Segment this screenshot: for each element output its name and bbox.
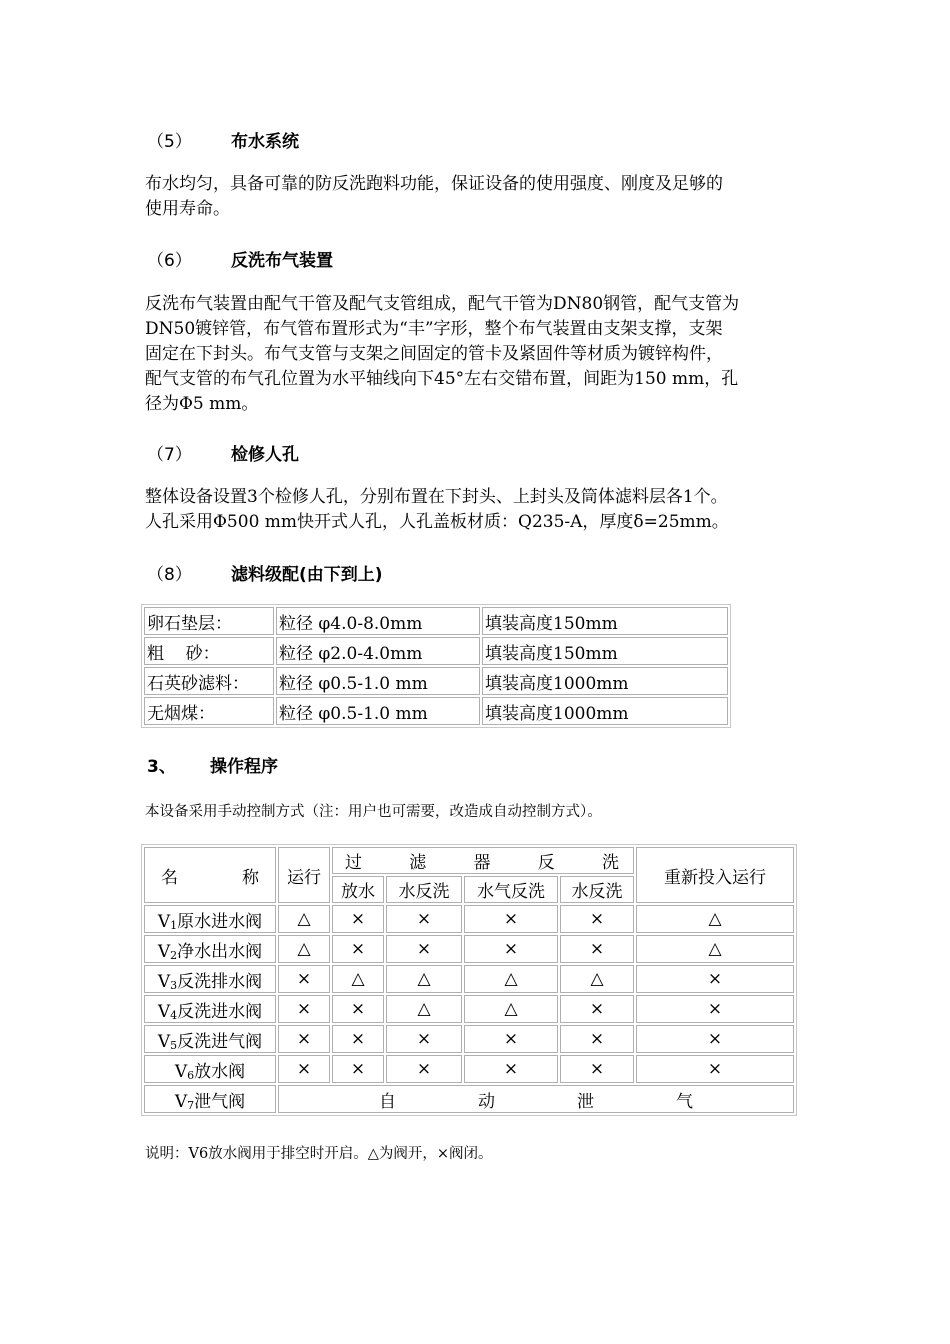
header-air-water-backwash: 水气反洗 xyxy=(464,876,558,903)
status-cell: × xyxy=(332,935,384,963)
text-line: 人孔采用Φ500 mm快开式人孔，人孔盖板材质：Q235-A，厚度δ=25mm。 xyxy=(145,512,729,532)
status-cell: × xyxy=(560,905,634,933)
section-title: 布水系统 xyxy=(231,132,299,152)
status-cell: × xyxy=(636,965,794,993)
status-cell: × xyxy=(560,1055,634,1083)
status-cell: △ xyxy=(332,965,384,993)
status-cell: △ xyxy=(386,995,462,1023)
text-line: DN50镀锌管，布气管布置形式为“丰”字形，整个布气装置由支架支撑，支架 xyxy=(145,319,723,339)
table-cell: 无烟煤： xyxy=(144,697,274,725)
auto-vent-cell xyxy=(278,1085,794,1113)
status-cell: × xyxy=(386,905,462,933)
status-cell: × xyxy=(560,995,634,1023)
status-cell: △ xyxy=(464,995,558,1023)
valve-letter: V xyxy=(174,1091,188,1112)
valve-subscript: 3 xyxy=(170,978,178,992)
header-text: 名 xyxy=(161,867,178,888)
valve-name: 反洗进水阀 xyxy=(177,1001,263,1022)
table-cell: 填装高度150mm xyxy=(482,607,728,635)
table-row xyxy=(144,1085,794,1113)
valve-letter: V xyxy=(157,971,171,992)
section-title: 检修人孔 xyxy=(231,445,299,465)
valve-letter: V xyxy=(157,1031,171,1052)
text-line: 固定在下封头。布气支管与支架之间固定的管卡及紧固件等材质为镀锌构件， xyxy=(145,344,723,364)
header-water-backwash-2: 水反洗 xyxy=(560,876,634,903)
header-restart: 重新投入运行 xyxy=(636,847,794,903)
valve-name: 反洗进气阀 xyxy=(177,1031,263,1052)
status-cell: × xyxy=(636,1055,794,1083)
table-cell: 石英砂滤料： xyxy=(144,667,274,695)
header-text: 反 xyxy=(537,853,555,873)
valve-name-cell xyxy=(144,1055,276,1083)
paragraph-water-distribution xyxy=(145,172,815,222)
status-cell: × xyxy=(636,1025,794,1053)
status-cell: × xyxy=(464,1025,558,1053)
status-cell: × xyxy=(332,1025,384,1053)
section-heading-3 xyxy=(147,752,278,777)
valve-subscript: 5 xyxy=(170,1038,178,1052)
status-cell: × xyxy=(636,995,794,1023)
valve-name: 泄气阀 xyxy=(194,1091,246,1112)
text-line: 布水均匀，具备可靠的防反洗跑料功能，保证设备的使用强度、刚度及足够的 xyxy=(145,174,723,194)
status-cell: × xyxy=(464,1055,558,1083)
table-cell: 粒径 φ0.5-1.0 mm xyxy=(276,697,480,725)
table-row xyxy=(144,1025,794,1053)
status-cell: △ xyxy=(560,965,634,993)
auto-text: 泄 xyxy=(577,1091,594,1112)
header-text: 过 xyxy=(345,853,362,873)
valve-letter: V xyxy=(157,1001,171,1022)
valve-name-cell xyxy=(144,965,276,993)
status-cell: × xyxy=(332,995,384,1023)
table-row xyxy=(144,905,794,933)
status-cell: × xyxy=(560,935,634,963)
table-header-row xyxy=(144,847,794,874)
valve-name-cell xyxy=(144,995,276,1023)
status-cell: × xyxy=(278,965,330,993)
status-cell: × xyxy=(464,905,558,933)
valve-name-cell xyxy=(144,1085,276,1113)
table-row xyxy=(144,965,794,993)
auto-text: 气 xyxy=(676,1091,693,1112)
status-cell: × xyxy=(278,1055,330,1083)
table-cell: 填装高度1000mm xyxy=(482,697,728,725)
status-cell: × xyxy=(386,1055,462,1083)
text-line: 配气支管的布气孔位置为水平轴线向下45°左右交错布置，间距为150 mm，孔 xyxy=(145,369,739,389)
valve-name-cell xyxy=(144,1025,276,1053)
status-cell: △ xyxy=(636,935,794,963)
text-line: 整体设备设置3个检修人孔，分别布置在下封头、上封头及筒体滤料层各1个。 xyxy=(145,487,728,507)
auto-text: 自 xyxy=(379,1091,396,1112)
section-number: （7） xyxy=(147,445,192,465)
valve-letter: V xyxy=(157,911,171,932)
table-row xyxy=(144,697,728,725)
table-cell: 填装高度1000mm xyxy=(482,667,728,695)
text-line: 径为Φ5 mm。 xyxy=(145,394,259,414)
filter-media-table xyxy=(141,604,731,728)
operation-table xyxy=(141,844,797,1116)
valve-subscript: 4 xyxy=(170,1008,178,1022)
table-row xyxy=(144,637,728,665)
table-note: 说明：V6放水阀用于排空时开启。△为阀开，×阀闭。 xyxy=(145,1146,493,1162)
status-cell: △ xyxy=(636,905,794,933)
status-cell: × xyxy=(386,935,462,963)
header-text: 滤 xyxy=(409,853,427,873)
section-title: 滤料级配(由下到上) xyxy=(231,565,383,585)
section-title: 反洗布气装置 xyxy=(231,251,333,271)
valve-name-cell xyxy=(144,905,276,933)
valve-subscript: 1 xyxy=(170,918,178,932)
table-row xyxy=(144,935,794,963)
header-water-backwash: 水反洗 xyxy=(386,876,462,903)
status-cell: × xyxy=(560,1025,634,1053)
header-text: 器 xyxy=(473,853,491,873)
table-cell: 粒径 φ4.0-8.0mm xyxy=(276,607,480,635)
valve-name: 净水出水阀 xyxy=(177,941,263,962)
header-run: 运行 xyxy=(278,847,330,903)
table-cell: 卵石垫层： xyxy=(144,607,274,635)
valve-subscript: 7 xyxy=(187,1098,195,1112)
status-cell: × xyxy=(464,935,558,963)
header-backwash xyxy=(332,847,634,874)
operation-intro: 本设备采用手动控制方式（注：用户也可需要，改造成自动控制方式）。 xyxy=(145,804,602,820)
header-text: 称 xyxy=(242,867,259,888)
status-cell: × xyxy=(278,995,330,1023)
table-cell: 填装高度150mm xyxy=(482,637,728,665)
valve-name: 放水阀 xyxy=(194,1061,246,1082)
status-cell: △ xyxy=(464,965,558,993)
table-row xyxy=(144,607,728,635)
section-number: （6） xyxy=(147,251,192,271)
section-heading-8 xyxy=(147,560,383,585)
valve-name: 原水进水阀 xyxy=(177,911,263,932)
auto-text: 动 xyxy=(478,1091,495,1112)
status-cell: × xyxy=(332,905,384,933)
text-line: 反洗布气装置由配气干管及配气支管组成，配气干管为DN80钢管，配气支管为 xyxy=(145,294,740,314)
table-row xyxy=(144,1055,794,1083)
valve-name: 反洗排水阀 xyxy=(177,971,263,992)
table-row xyxy=(144,995,794,1023)
valve-letter: V xyxy=(157,941,171,962)
status-cell: △ xyxy=(278,935,330,963)
valve-name-cell xyxy=(144,935,276,963)
table-cell: 粒径 φ2.0-4.0mm xyxy=(276,637,480,665)
status-cell: × xyxy=(332,1055,384,1083)
section-title: 操作程序 xyxy=(210,757,278,777)
section-number: （8） xyxy=(147,565,192,585)
table-cell: 粗 砂： xyxy=(144,637,274,665)
valve-letter: V xyxy=(174,1061,188,1082)
section-heading-6 xyxy=(147,246,333,271)
status-cell: △ xyxy=(278,905,330,933)
table-cell: 粒径 φ0.5-1.0 mm xyxy=(276,667,480,695)
section-number: （5） xyxy=(147,132,192,152)
section-heading-7 xyxy=(147,440,299,465)
status-cell: △ xyxy=(386,965,462,993)
table-row xyxy=(144,667,728,695)
paragraph-air-distribution xyxy=(145,292,815,417)
section-number: 3、 xyxy=(147,757,176,777)
valve-subscript: 2 xyxy=(170,948,178,962)
header-text: 洗 xyxy=(602,853,619,873)
valve-subscript: 6 xyxy=(187,1068,195,1082)
paragraph-manhole xyxy=(145,485,815,535)
section-heading-5 xyxy=(147,127,299,152)
header-drain: 放水 xyxy=(332,876,384,903)
header-name xyxy=(144,847,276,903)
status-cell: × xyxy=(278,1025,330,1053)
text-line: 使用寿命。 xyxy=(145,199,230,219)
status-cell: × xyxy=(386,1025,462,1053)
